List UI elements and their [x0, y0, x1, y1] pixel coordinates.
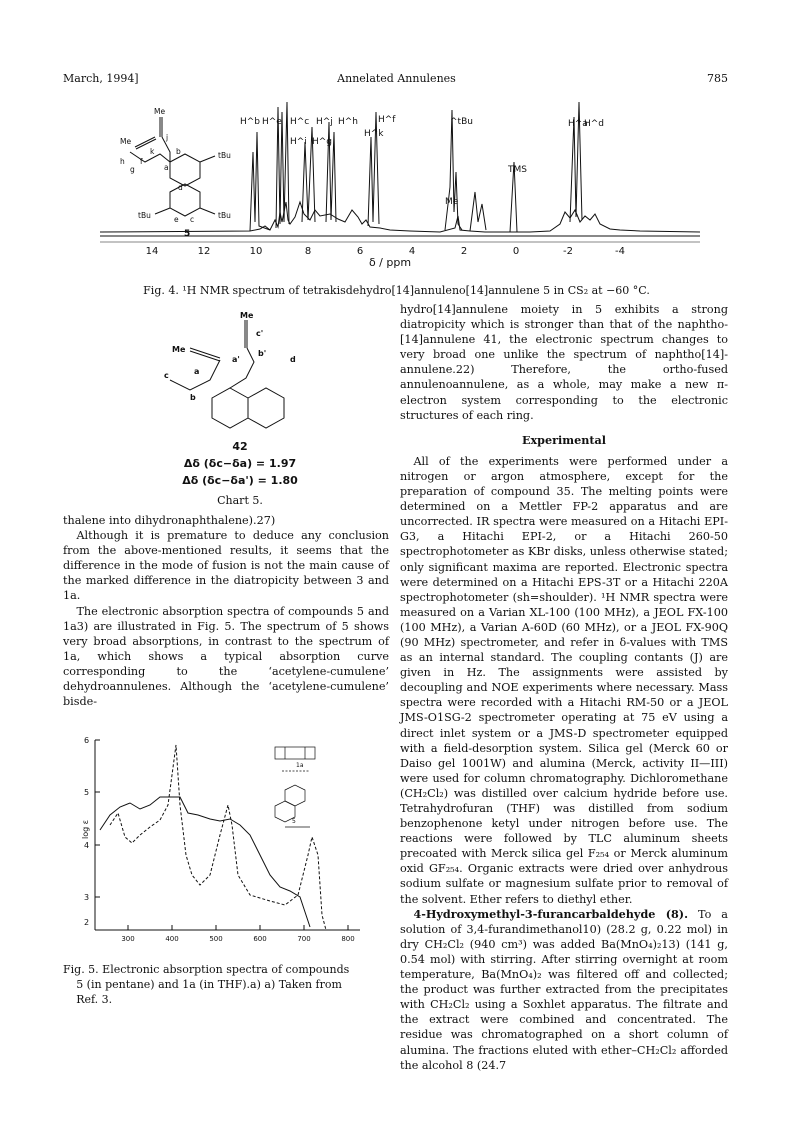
chart5-label: Me	[172, 345, 186, 354]
peak-label: H^a	[568, 119, 588, 129]
fig5-x-tick: 600	[253, 935, 267, 943]
section-heading-experimental: Experimental	[521, 432, 607, 447]
paragraph: thalene into dihydronaphthalene).27)	[63, 514, 276, 527]
structure-label: g	[130, 165, 135, 174]
structure-label: c	[190, 215, 195, 224]
running-header-left: March, 1994]	[63, 72, 139, 85]
paragraph-compound-8	[400, 907, 728, 1073]
fig5-y-tick: 3	[84, 893, 90, 902]
nmr-tick: 6	[356, 246, 364, 257]
chart-5-structure-42	[150, 308, 330, 458]
peak-label: Me	[445, 197, 459, 207]
nmr-tick: -4	[615, 246, 625, 257]
left-column-upper	[63, 513, 389, 709]
peak-label: H^c	[290, 117, 310, 127]
structure-label: tBu	[138, 211, 151, 220]
fig5-legend-1a: 1a	[296, 762, 304, 769]
compound-title: 4-Hydroxymethyl-3-furancarbaldehyde (8).	[413, 906, 688, 921]
peak-label: H^b	[240, 117, 261, 127]
caption-line: 5 (in pentane) and 1a (in THF).a) a) Taken from	[76, 978, 342, 991]
structure-label: k	[150, 147, 155, 156]
procedure-text: To a solution of 3,4-furandimethanol10) (28.2 g, 0.22 mol) in dry CH₂Cl₂ (940 cm³) was added Ba(MnO₄)₂13) (141 g, 0.54 mol) with stirring. After stirring overnight at room temperature, Ba(MnO₄)₂ was filtered off and collected; the product was further extracted from the precipitates with CH₂Cl₂ using a Soxhlet apparatus. The filtrate and the extract were combined and concentrated. The residue was chromatographed on a short column of alumina. The fractions eluted with ether–CH₂Cl₂ afforded the alcohol 8 (24.7	[400, 907, 728, 1072]
structure-label: j	[166, 133, 169, 142]
fig5-legend-5: 5	[292, 818, 296, 825]
nmr-axis-label: δ / ppm	[368, 256, 412, 269]
chart5-label: b	[190, 393, 196, 402]
structure-label: b	[176, 147, 181, 156]
structure-label: tBu	[218, 151, 231, 160]
fig5-y-label: log ε	[81, 819, 90, 839]
chart5-label: a	[194, 367, 200, 376]
chart5-label: b'	[258, 349, 267, 358]
caption-line: Fig. 5. Electronic absorption spectra of compounds	[63, 963, 350, 976]
fig5-molecule-insets	[275, 747, 315, 827]
structure-label: Me	[154, 107, 166, 116]
structure-label: a	[164, 163, 169, 172]
paragraph: All of the experiments were performed under a nitrogen or argon atmosphere, except for the preparation of compound 35. The melting points were determined on a Mettler FP-2 apparatus and are uncorrected. IR spectra were measured on a Hitachi EPI-G3, a Hitachi EPI-2, or a Hitachi 260-50 spectrophotometer as KBr disks, unless otherwise stated; only significant maxima are reported. Electronic spectra were determined on a Hitachi EPS-3T or a Hitachi 220A spectrophotometer (sh=shoulder). ¹H NMR spectra were measured on a Varian XL-100 (100 MHz), a JEOL FX-100 (100 MHz), a Varian A-60D (60 MHz), or a JEOL FX-90Q (90 MHz) spectrometer, and refer in δ-values with TMS as an internal standard. The coupling contants (J) are given in Hz. The assignments were assisted by decoupling and NOE experiments where necessary. Mass spectra were recorded with a Hitachi RM-50 or a JEOL JMS-O1SG-2 spectrometer operating at 75 eV using a direct inlet system or a JMS-D spectrometer equipped with a field-desorption system. Silica gel (Merck 60 or Daiso gel 1001W) and alumina (Merck, activity II—III) were used for column chromatography. Dichloromethane (CH₂Cl₂) was distilled over calcium hydride before use. Tetrahydrofuran (THF) was distilled from sodium benzophenone ketyl under nitrogen before use. The reactions were followed by TLC aluminum sheets precoated with Merck silica gel F₂₅₄ or Merck aluminum oxid GF₂₅₄. Organic extracts were dried over anhydrous sodium sulfate or magnesium sulfate prior to removal of the solvent. Ether refers to diethyl ether.	[400, 454, 728, 906]
chart5-delta-1: Δδ (δc−δa) = 1.97	[183, 457, 297, 470]
peak-label: H^f	[378, 115, 396, 125]
structure-5-drawing	[130, 117, 215, 216]
peak-label: ^tBu	[450, 117, 473, 127]
fig5-x-tick: 500	[209, 935, 223, 943]
paragraph: The electronic absorption spectra of compounds 5 and 1a3) are illustrated in Fig. 5. The spectrum of 5 shows very broad absorptions, in contrast to the spectrum of 1a, which shows a typical absorption curve corresponding to the ‘acetylene-cumulene’ dehydroannulenes. Although the ‘acetylene-cumulene’ bisde-	[63, 604, 389, 709]
peak-label: H^j	[316, 117, 333, 127]
chart5-label: d	[290, 355, 296, 364]
chart5-compound-number: 42	[232, 440, 248, 453]
nmr-tick: 14	[145, 246, 159, 257]
nmr-tick: 2	[460, 246, 468, 257]
chart5-label: Me	[240, 311, 254, 320]
nmr-tick: -2	[563, 246, 573, 257]
structure-label: e	[174, 215, 179, 224]
figure-4-nmr-spectrum	[90, 92, 710, 282]
fig5-y-tick: 2	[84, 918, 90, 927]
chart5-label: c'	[256, 329, 264, 338]
running-header-title: Annelated Annulenes	[337, 72, 456, 85]
figure-5-absorption-spectra	[70, 735, 370, 943]
nmr-tick: 4	[408, 246, 416, 257]
structure-label: 5	[184, 229, 191, 239]
figure-4-caption: Fig. 4. ¹H NMR spectrum of tetrakisdehydro[14]annuleno[14]annulene 5 in CS₂ at −60 °C.	[143, 284, 650, 297]
right-column	[400, 302, 728, 1073]
page-number: 785	[707, 72, 728, 85]
nmr-tick: 0	[512, 246, 520, 257]
structure-label: f	[140, 157, 143, 166]
caption-line: Ref. 3.	[76, 993, 113, 1006]
paragraph: hydro[14]annulene moiety in 5 exhibits a strong diatropicity which is stronger than that of the naphtho-[14]annulene 41, the electronic spectrum changes to very broad one unlike the spectrum of naphtho[14]-annulene.22) Therefore, the ortho-fused annulenoannulene, as a whole, may make a new π-electron system corresponding to the electronic structures of each ring.	[400, 303, 728, 422]
fig5-x-tick: 700	[297, 935, 311, 943]
peak-label: H^g	[312, 137, 333, 147]
structure-label: tBu	[218, 211, 231, 220]
fig5-y-tick: 5	[84, 788, 90, 797]
fig5-x-tick: 300	[121, 935, 135, 943]
structure-label: d	[178, 183, 183, 192]
chart5-delta-2: Δδ (δc−δa') = 1.80	[182, 474, 298, 487]
peak-label: TMS	[508, 165, 527, 175]
peak-label: H^h	[338, 117, 359, 127]
nmr-tick: 10	[249, 246, 263, 257]
paragraph: Although it is premature to deduce any conclusion from the above-mentioned results, it seems that the difference in the mode of fusion is not the main cause of the marked difference in the diatropicity between 3 and 1a.	[63, 529, 389, 603]
nmr-tick: 12	[197, 246, 211, 257]
peak-label: H^i	[290, 137, 307, 147]
fig5-x-tick: 800	[341, 935, 355, 943]
structure-label: Me	[120, 137, 132, 146]
chart5-label: c	[164, 371, 169, 380]
figure-5-caption	[63, 962, 389, 1007]
peak-label: H^k	[364, 129, 384, 139]
chart5-caption: Chart 5.	[217, 494, 263, 507]
peak-label: H^e	[262, 117, 282, 127]
chart5-label: a'	[232, 355, 240, 364]
fig5-y-tick: 6	[84, 736, 90, 745]
fig5-x-tick: 400	[165, 935, 179, 943]
fig5-y-tick: 4	[84, 841, 90, 850]
peak-label: H^d	[584, 119, 605, 129]
nmr-tick: 8	[304, 246, 312, 257]
structure-label: h	[120, 157, 125, 166]
